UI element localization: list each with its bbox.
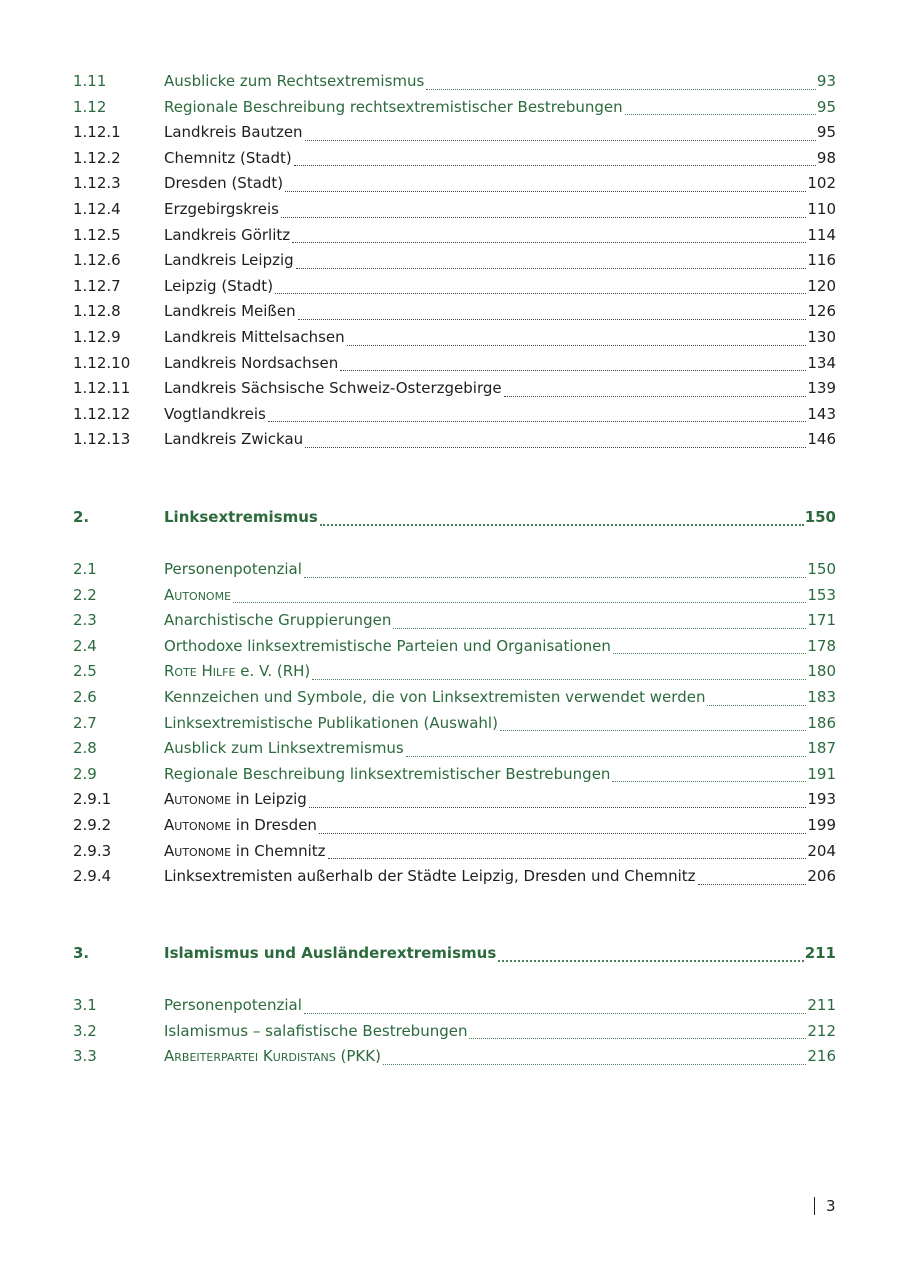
toc-entry-number: 2.3: [73, 611, 97, 630]
toc-entry-title: Landkreis Mittelsachsen: [164, 327, 345, 346]
toc-entry-title-smallcaps: Arbeiterpartei Kurdistans: [164, 1047, 336, 1066]
dot-leader: [233, 602, 806, 603]
toc-chapter-page: 150: [804, 508, 836, 526]
toc-entry-page: 98: [816, 148, 836, 167]
toc-entry-title: [164, 787, 309, 813]
toc-entry-page: 199: [807, 815, 836, 834]
toc-entry-title-rest: in Leipzig: [231, 790, 307, 809]
toc-entry-title: Ausblick zum Linksextremismus: [164, 739, 404, 758]
toc-chapter-2: [73, 505, 836, 531]
toc-entry[interactable]: [73, 402, 836, 428]
toc-entry[interactable]: [73, 557, 836, 583]
toc-entry-title-rest: (PKK): [335, 1047, 381, 1066]
toc-entry[interactable]: [73, 1044, 836, 1070]
toc-entry-number: 2.9.2: [73, 815, 112, 834]
toc-entry-page: 126: [807, 302, 836, 321]
toc-entry[interactable]: [73, 223, 836, 249]
toc-entry[interactable]: [73, 1019, 836, 1045]
toc-entry[interactable]: [73, 864, 836, 890]
toc-entry-number: 2.8: [73, 739, 97, 758]
toc-entry-page: 191: [807, 764, 836, 783]
toc-chapter-heading[interactable]: [73, 505, 836, 531]
toc-entry-title: Landkreis Bautzen: [164, 123, 303, 142]
toc-entry-page: 95: [816, 97, 836, 116]
toc-entry-number: 1.12.7: [73, 276, 121, 295]
toc-entry-page: 171: [807, 611, 836, 630]
dot-leader: [292, 242, 806, 243]
toc-entry[interactable]: [73, 299, 836, 325]
toc-entry-title: Personenpotenzial: [164, 560, 302, 578]
toc-entry-number: 2.1: [73, 560, 97, 578]
toc-chapter-number: 3.: [73, 944, 90, 962]
dot-leader: [347, 345, 807, 346]
toc-entry-title: Anarchistische Gruppierungen: [164, 611, 392, 630]
dot-leader: [305, 447, 806, 448]
toc-entry[interactable]: [73, 197, 836, 223]
toc-entry-title: Erzgebirgskreis: [164, 199, 279, 218]
toc-entry-title: [164, 813, 319, 839]
toc-entry-title: Landkreis Görlitz: [164, 225, 291, 244]
toc-entry-number: 2.9: [73, 764, 97, 783]
page-footer: [814, 1195, 836, 1217]
dot-leader: [613, 653, 806, 654]
toc-chapter-number: 2.: [73, 508, 90, 526]
toc-entry-number: 2.6: [73, 687, 97, 706]
toc-entry-number: 3.2: [73, 1021, 97, 1040]
toc-entry[interactable]: [73, 376, 836, 402]
toc-entry[interactable]: [73, 685, 836, 711]
toc-entry-page: 206: [807, 867, 836, 886]
toc-chapter-page: 211: [804, 944, 836, 962]
toc-entry-number: 1.12.1: [73, 123, 121, 142]
toc-entry[interactable]: [73, 736, 836, 762]
toc-chapter-title: Linksextremismus: [164, 508, 318, 526]
toc-entry-title: Linksextremisten außerhalb der Städte Leipzig, Dresden und Chemnitz: [164, 867, 696, 886]
toc-entry[interactable]: [73, 351, 836, 377]
dot-leader: [319, 833, 806, 834]
toc-entry-title: Landkreis Sächsische Schweiz-Osterzgebirge: [164, 379, 502, 398]
toc-entry-title: Vogtlandkreis: [164, 404, 266, 423]
dot-leader: [320, 524, 804, 526]
dot-leader: [298, 319, 807, 320]
toc-entry-title: Landkreis Nordsachsen: [164, 353, 339, 372]
toc-entry[interactable]: [73, 120, 836, 146]
toc-entry-number: 2.2: [73, 585, 97, 604]
toc-entry[interactable]: [73, 325, 836, 351]
toc-entry-page: 183: [807, 687, 836, 706]
toc-entry-title: Islamismus – salafistische Bestrebungen: [164, 1021, 468, 1040]
toc-entry-title-smallcaps: Autonome: [164, 790, 232, 809]
dot-leader: [285, 191, 806, 192]
toc-entry-number: 1.12.4: [73, 199, 121, 218]
toc-entry-title: [164, 1044, 383, 1070]
toc-entry[interactable]: [73, 608, 836, 634]
toc-entry-page: 193: [807, 790, 836, 809]
toc-entry-title: Leipzig (Stadt): [164, 276, 274, 295]
toc-entry[interactable]: [73, 95, 836, 121]
dot-leader: [305, 140, 816, 141]
toc-entry-number: 2.9.1: [73, 790, 112, 809]
toc-entry-page: 110: [807, 199, 836, 218]
toc-section-1: [73, 69, 836, 453]
toc-entry-title-smallcaps: Rote Hilfe: [164, 662, 236, 681]
toc-entry-page: 153: [807, 585, 836, 604]
toc-entry-page: 178: [807, 636, 836, 655]
toc-entry-number: 2.4: [73, 636, 97, 655]
dot-leader: [500, 730, 806, 731]
dot-leader: [304, 577, 807, 578]
page-number: 3: [826, 1197, 836, 1215]
toc-entry[interactable]: [73, 839, 836, 865]
toc-entry-page: 187: [807, 739, 836, 758]
toc-entry-title: [164, 839, 328, 865]
toc-entry-page: 186: [807, 713, 836, 732]
toc-entry-title: Ausblicke zum Rechtsextremismus: [164, 72, 425, 90]
toc-entry-page: 114: [807, 225, 836, 244]
toc-entry-title-smallcaps: Autonome: [164, 841, 232, 860]
dot-leader: [383, 1064, 806, 1065]
dot-leader: [340, 370, 806, 371]
dot-leader: [698, 884, 807, 885]
dot-leader: [498, 960, 803, 962]
dot-leader: [393, 628, 806, 629]
toc-entry-number: 2.9.4: [73, 867, 112, 886]
toc-section-2: [73, 557, 836, 890]
toc-entry-page: 134: [807, 353, 836, 372]
toc-entry-number: 1.11: [73, 72, 107, 90]
toc-entry-page: 204: [807, 841, 836, 860]
toc-entry-title-rest: in Chemnitz: [231, 841, 326, 860]
toc-chapter-heading[interactable]: [73, 941, 836, 967]
dot-leader: [309, 807, 807, 808]
toc-entry-title-rest: in Dresden: [231, 815, 317, 834]
toc-entry-title: Landkreis Meißen: [164, 302, 296, 321]
toc-entry-page: 211: [807, 996, 836, 1014]
toc-entry-title: Kennzeichen und Symbole, die von Linksextremisten verwendet werden: [164, 687, 706, 706]
dot-leader: [294, 165, 816, 166]
dot-leader: [304, 1013, 807, 1014]
toc-entry-title: Landkreis Leipzig: [164, 251, 294, 270]
toc-entry-title: Chemnitz (Stadt): [164, 148, 292, 167]
toc-entry-number: 2.9.3: [73, 841, 112, 860]
dot-leader: [296, 268, 807, 269]
toc-entry[interactable]: [73, 634, 836, 660]
toc-entry-number: 1.12.13: [73, 430, 131, 449]
toc-entry[interactable]: [73, 248, 836, 274]
toc-chapter-3: [73, 941, 836, 967]
toc-section-3: [73, 993, 836, 1070]
toc-entry[interactable]: [73, 993, 836, 1019]
dot-leader: [426, 89, 816, 90]
toc-entry-page: 212: [807, 1021, 836, 1040]
toc-entry-title: Orthodoxe linksextremistische Parteien und Organisationen: [164, 636, 611, 655]
toc-entry[interactable]: [73, 69, 836, 95]
toc-entry-number: 1.12.5: [73, 225, 121, 244]
toc-entry-page: 116: [807, 251, 836, 270]
toc-chapter-title: Islamismus und Ausländerextremismus: [164, 944, 497, 962]
toc-entry-number: 1.12.12: [73, 404, 131, 423]
toc-entry-title: Regionale Beschreibung rechtsextremistischer Bestrebungen: [164, 97, 623, 116]
toc-entry-number: 1.12.9: [73, 327, 121, 346]
toc-entry-number: 3.3: [73, 1047, 97, 1066]
dot-leader: [406, 756, 807, 757]
toc-entry-title: Autonome: [164, 585, 232, 604]
toc-entry-number: 3.1: [73, 996, 97, 1014]
toc-entry-page: 143: [807, 404, 836, 423]
toc-entry[interactable]: [73, 787, 836, 813]
toc-entry-number: 2.5: [73, 662, 97, 681]
toc-entry-number: 1.12.3: [73, 174, 121, 193]
toc-entry[interactable]: [73, 711, 836, 737]
dot-leader: [268, 421, 807, 422]
toc-entry[interactable]: [73, 171, 836, 197]
toc-entry-page: 150: [807, 560, 836, 578]
toc-entry-title: Personenpotenzial: [164, 996, 302, 1014]
toc-entry-page: 139: [807, 379, 836, 398]
toc-entry-page: 216: [807, 1047, 836, 1066]
toc-entry-page: 93: [816, 72, 836, 90]
dot-leader: [469, 1038, 806, 1039]
toc-entry-page: 180: [807, 662, 836, 681]
toc-entry-number: 1.12.11: [73, 379, 131, 398]
toc-entry-number: 1.12.10: [73, 353, 131, 372]
toc-entry-number: 1.12: [73, 97, 107, 116]
toc-entry-number: 1.12.8: [73, 302, 121, 321]
toc-entry-page: 130: [807, 327, 836, 346]
dot-leader: [312, 679, 806, 680]
toc-entry-title-rest: e. V. (RH): [235, 662, 311, 681]
toc-entry[interactable]: [73, 659, 836, 685]
toc-entry[interactable]: [73, 427, 836, 453]
toc-entry-page: 95: [816, 123, 836, 142]
toc-entry-title: Linksextremistische Publikationen (Auswahl): [164, 713, 498, 732]
toc-entry[interactable]: [73, 146, 836, 172]
toc-entry[interactable]: [73, 813, 836, 839]
dot-leader: [707, 705, 806, 706]
dot-leader: [612, 781, 806, 782]
toc-entry-title: Landkreis Zwickau: [164, 430, 304, 449]
toc-entry[interactable]: [73, 583, 836, 609]
dot-leader: [504, 396, 807, 397]
toc-entry-number: 2.7: [73, 713, 97, 732]
toc-entry-page: 120: [807, 276, 836, 295]
toc-entry-page: 146: [807, 430, 836, 449]
dot-leader: [625, 114, 816, 115]
toc-entry-title: Regionale Beschreibung linksextremistischer Bestrebungen: [164, 764, 611, 783]
toc-entry-page: 102: [807, 174, 836, 193]
toc-entry-title-smallcaps: Autonome: [164, 815, 232, 834]
toc-entry[interactable]: [73, 762, 836, 788]
toc-entry-title: [164, 659, 312, 685]
dot-leader: [275, 293, 806, 294]
footer-divider: [814, 1197, 815, 1215]
dot-leader: [328, 858, 807, 859]
toc-entry-number: 1.12.6: [73, 251, 121, 270]
toc-entry-number: 1.12.2: [73, 148, 121, 167]
toc-entry-title: Dresden (Stadt): [164, 174, 284, 193]
toc-entry[interactable]: [73, 274, 836, 300]
dot-leader: [281, 217, 806, 218]
